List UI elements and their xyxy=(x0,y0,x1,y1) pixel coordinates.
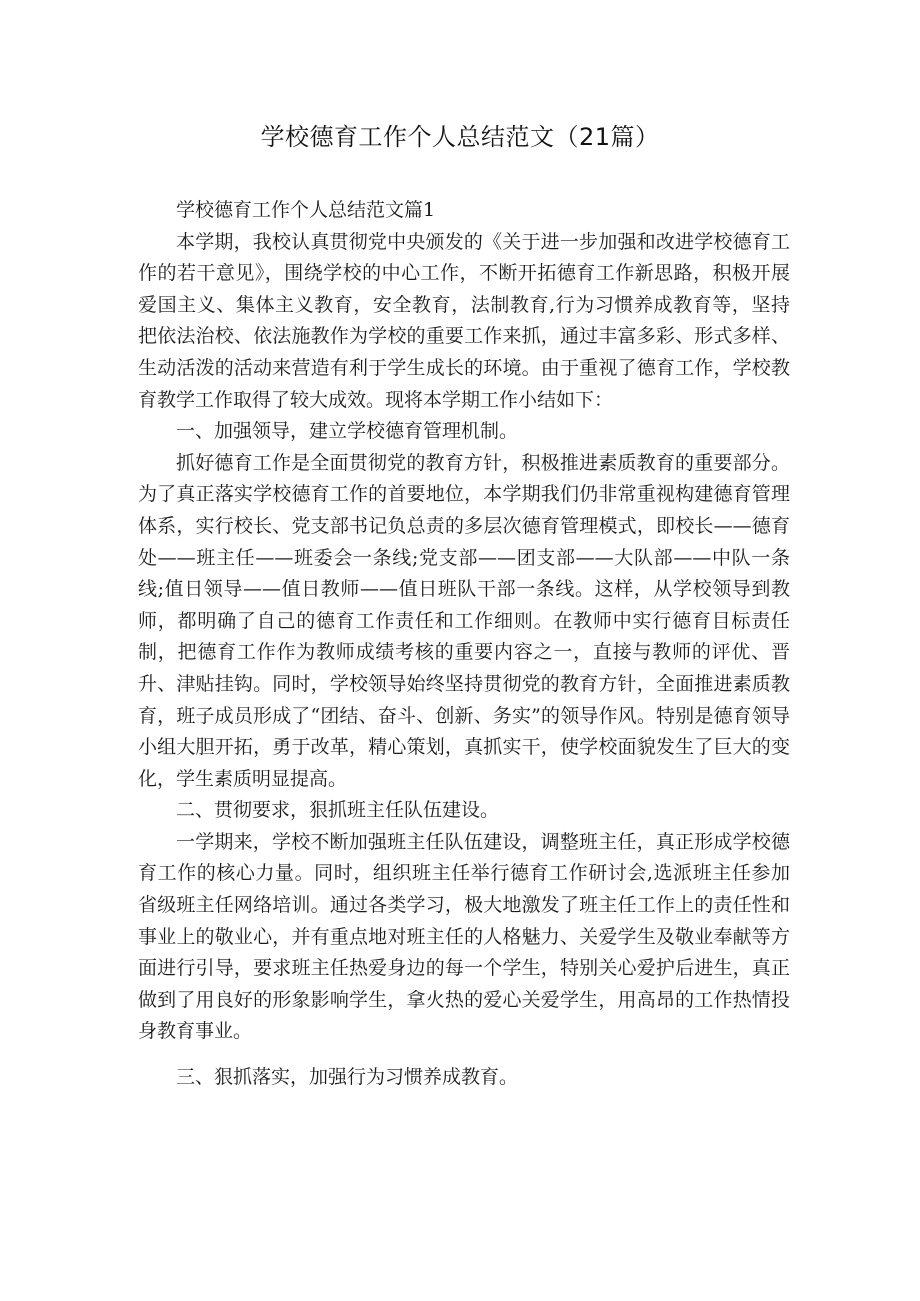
document-title: 学校德育工作个人总结范文（21篇） xyxy=(260,123,660,151)
section-1-paragraph: 抓好德育工作是全面贯彻党的教育方针，积极推进素质教育的重要部分。为了真正落实学校德育工作的首要地位，本学期我们仍非常重视构建德育管理体系，实行校长、党支部书记负总责的多层次德育管理模式，即校长——德育处——班主任——班委会一条线;党支部——团支部——大队部——中队一条线;值日领导——值日教师——值日班队干部一条线。这样，从学校领导到教师，都明确了自己的德育工作责任和工作细则。在教师中实行德育目标责任制，把德育工作作为教师成绩考核的重要内容之一，直接与教师的评优、晋升、津贴挂钩。同时，学校领导始终坚持贯彻党的教育方针，全面推进素质教育，班子成员形成了“团结、奋斗、创新、务实”的领导作风。特别是德育领导小组大胆开拓，勇于改革，精心策划，真抓实干，使学校面貌发生了巨大的变化，学生素质明显提高。 xyxy=(138,451,790,790)
article-heading: 学校德育工作个人总结范文篇1 xyxy=(176,199,436,221)
section-heading-1: 一、加强领导，建立学校德育管理机制。 xyxy=(176,420,519,443)
section-heading-3: 三、狠抓落实，加强行为习惯养成教育。 xyxy=(176,1066,519,1089)
intro-paragraph: 本学期，我校认真贯彻党中央颁发的《关于进一步加强和改进学校德育工作的若干意见》，围绕学校的中心工作，不断开拓德育工作新思路，积极开展爱国主义、集体主义教育，安全教育，法制教育,行为习惯养成教育等，坚持把依法治校、依法施教作为学校的重要工作来抓，通过丰富多彩、形式多样、生动活泼的活动来营造有利于学生成长的环境。由于重视了德育工作，学校教育教学工作取得了较大成效。现将本学期工作小结如下： xyxy=(138,230,790,411)
document-body xyxy=(138,195,790,1094)
section-heading-2: 二、贯彻要求，狠抓班主任队伍建设。 xyxy=(176,799,500,822)
section-2-paragraph: 一学期来，学校不断加强班主任队伍建设，调整班主任，真正形成学校德育工作的核心力量。同时，组织班主任举行德育工作研讨会,选派班主任参加省级班主任网络培训。通过各类学习，极大地激发了班主任工作上的责任性和事业上的敬业心，并有重点地对班主任的人格魅力、关爱学生及敬业奉献等方面进行引导，要求班主任热爱身边的每一个学生，特别关心爱护后进生，真正做到了用良好的形象影响学生，拿火热的爱心关爱学生，用高昂的工作热情投身教育事业。 xyxy=(138,830,790,1043)
